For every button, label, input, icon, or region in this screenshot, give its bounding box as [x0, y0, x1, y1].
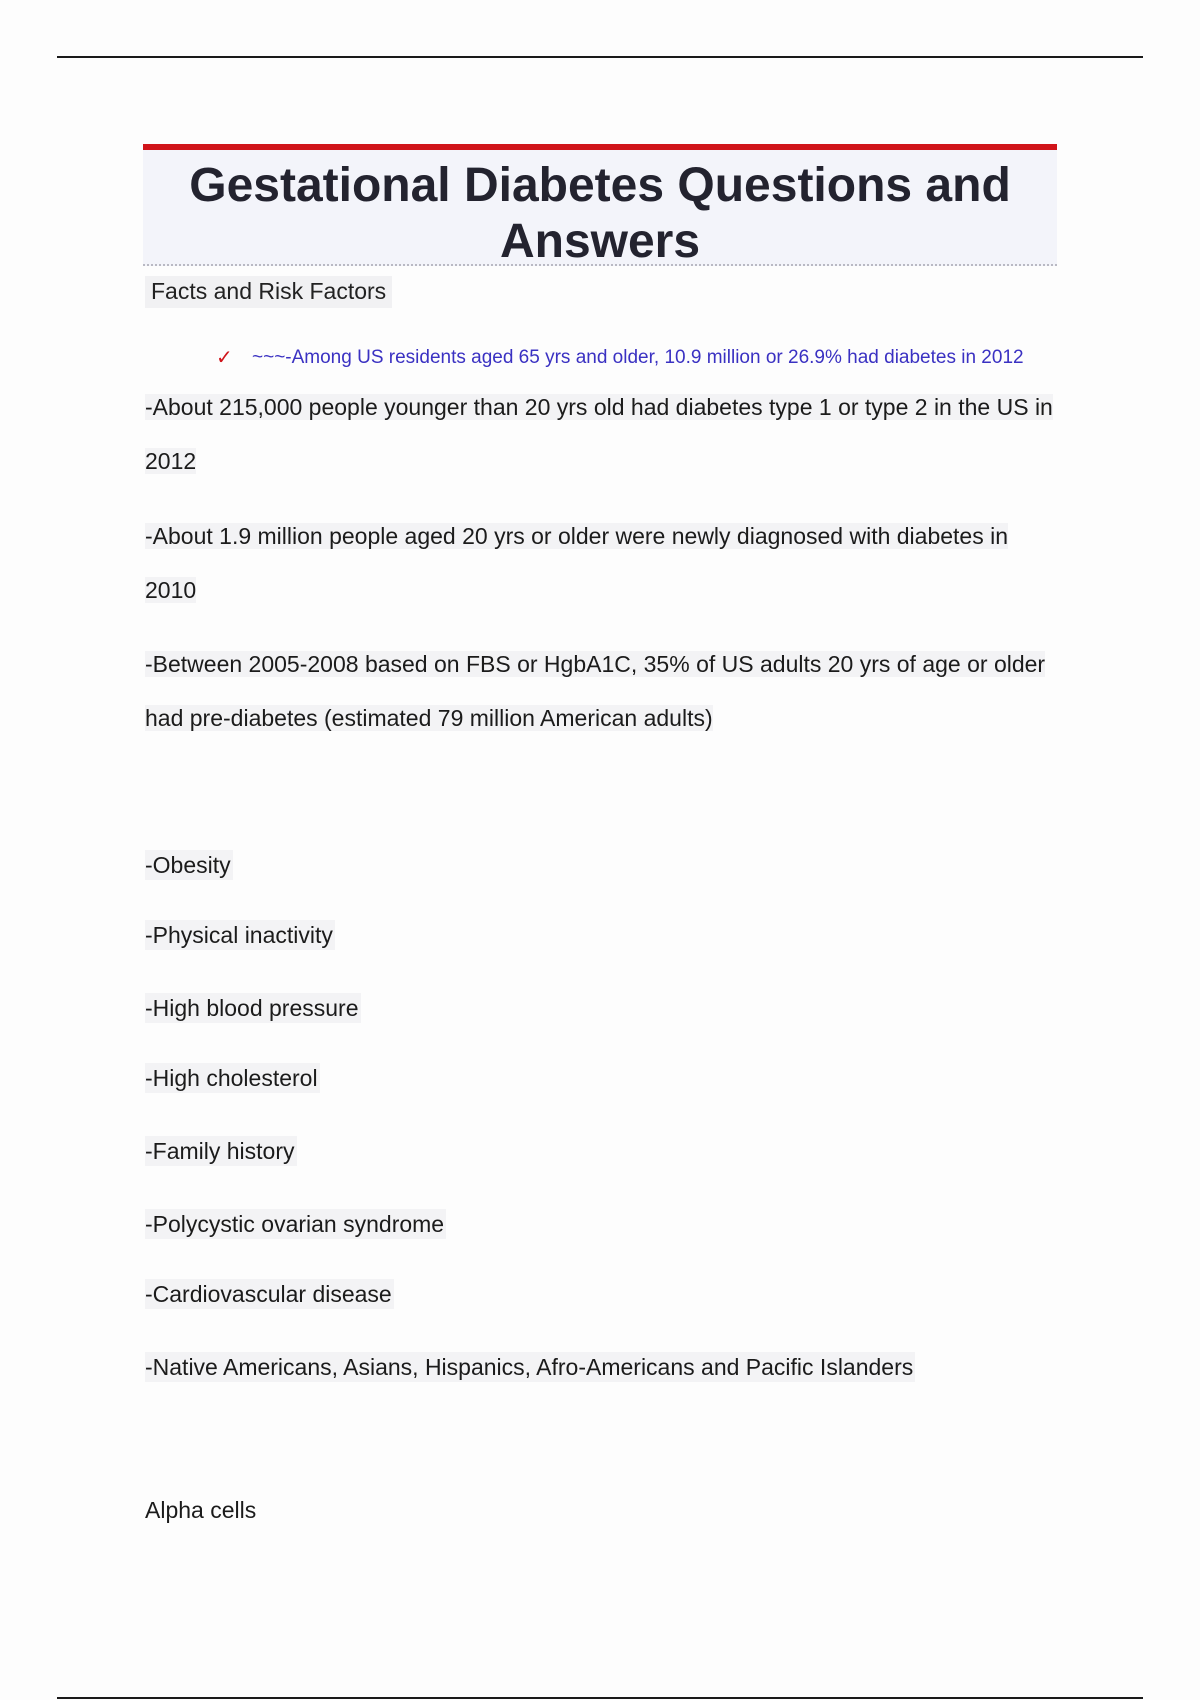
- bottom-rule: [57, 1697, 1143, 1699]
- risk-factor-item: -High cholesterol: [145, 1065, 318, 1091]
- paragraph-text: -Between 2005-2008 based on FBS or HgbA1C, 35% of US adults 20 yrs of age or older had pre-diabetes (estimated 79 million American adults): [145, 651, 1046, 731]
- risk-factor-item: -High blood pressure: [145, 995, 359, 1021]
- highlight-note-text: ~~~-Among US residents aged 65 yrs and older, 10.9 million or 26.9% had diabetes in 2012: [252, 347, 1024, 368]
- risk-factor-item: -Polycystic ovarian syndrome: [145, 1211, 445, 1237]
- risk-factor-item: -Native Americans, Asians, Hispanics, Afro-Americans and Pacific Islanders: [145, 1354, 914, 1380]
- risk-factor-item: -Physical inactivity: [145, 922, 333, 948]
- paragraph-text: -About 215,000 people younger than 20 yrs old had diabetes type 1 or type 2 in the US in 2012: [145, 394, 1053, 474]
- document-title: Gestational Diabetes Questions and Answers: [189, 159, 1011, 268]
- paragraph: [145, 509, 1060, 617]
- paragraph: [145, 380, 1060, 488]
- risk-factor-item: -Family history: [145, 1138, 295, 1164]
- paragraph-text: -About 1.9 million people aged 20 yrs or older were newly diagnosed with diabetes in 2010: [145, 523, 1009, 603]
- highlight-note: [216, 346, 1046, 370]
- checkmark-icon: ✓: [216, 347, 233, 369]
- paragraph: [145, 637, 1060, 745]
- term-heading: Alpha cells: [145, 1497, 257, 1523]
- risk-factor-item: -Obesity: [145, 852, 231, 878]
- section-label: Facts and Risk Factors: [145, 276, 392, 308]
- top-rule: [57, 56, 1143, 58]
- risk-factor-item: -Cardiovascular disease: [145, 1281, 392, 1307]
- title-banner: [143, 144, 1057, 266]
